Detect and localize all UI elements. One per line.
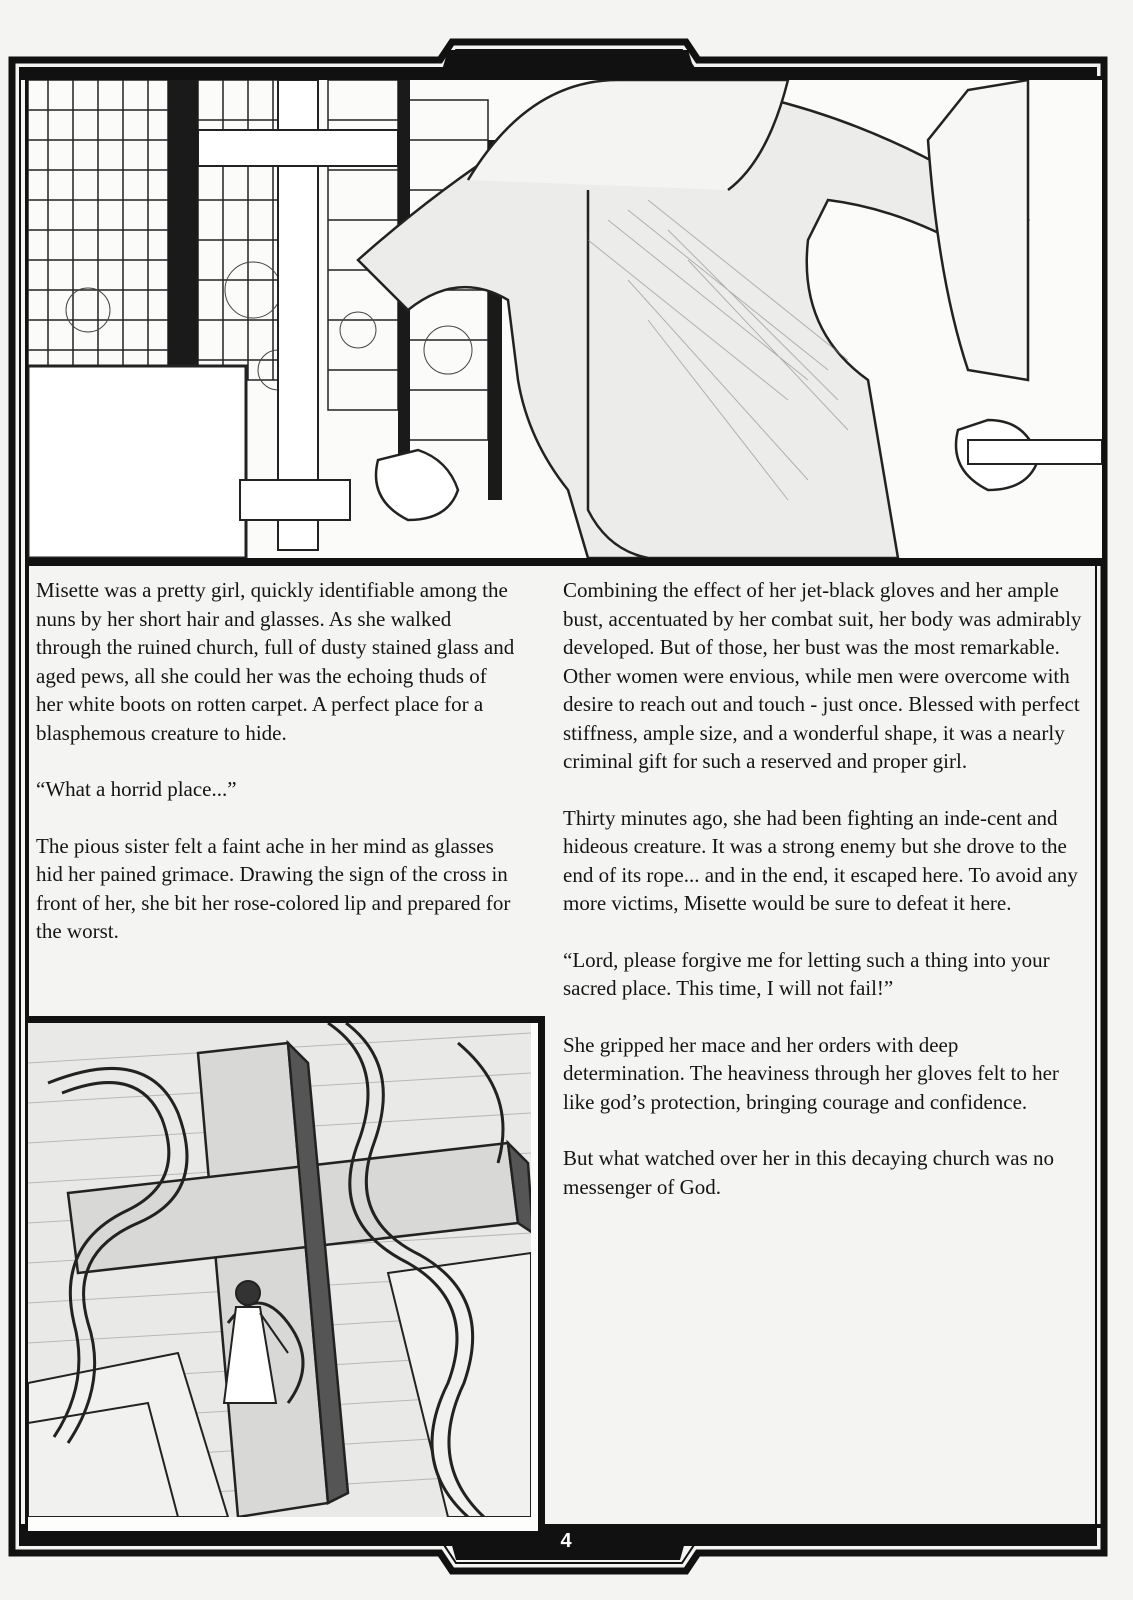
story-paragraph: Thirty minutes ago, she had been fighting an inde-cent and hideous creature. It was a strong enemy but she drove to the end of its rope... and in the end, it escaped here. To avoid any more victims, Misette would be sure to defeat it here. [563, 805, 1078, 915]
story-paragraph: Combining the effect of her jet-black gloves and her ample bust, accentuated by her combat suit, her body was admirably developed. But of those, her bust was the most remarkable. Other women were envious, while men were overcome with desire to reach out and touch - just once. Blessed with perfect stiffness, ample size, and a wonderful shape, it was a nearly criminal gift for such a reserved and proper girl. [563, 578, 1082, 773]
story-dialogue: “What a horrid place...” [36, 777, 237, 801]
tentacles-cross-illustration [28, 1023, 531, 1517]
story-paragraph: But what watched over her in this decaying church was no messenger of God. [563, 1146, 1055, 1199]
story-paragraph: She gripped her mace and her orders with deep determination. The heaviness through her gloves felt to her like god’s protection, bringing courage and confidence. [563, 1032, 1059, 1114]
story-left-column [36, 576, 516, 974]
story-paragraph: Misette was a pretty girl, quickly identifiable among the nuns by her short hair and glasses. As she walked through the ruined church, full of dusty stained glass and aged pews, all she could her was the echoing thuds of her white boots on rotten carpet. A perfect place for a blasphemous creature to hide. [36, 578, 515, 745]
mace-handle [968, 440, 1102, 464]
page-number: 4 [560, 1530, 572, 1552]
story-dialogue: “Lord, please forgive me for letting such a thing into your sacred place. This time, I will not fail!” [563, 947, 1050, 1000]
story-right-column [563, 576, 1083, 1229]
nun-in-church-illustration [28, 80, 1102, 558]
top-illustration-panel [28, 80, 1102, 566]
story-paragraph: The pious sister felt a faint ache in her mind as glasses hid her pained grimace. Drawing the sign of the cross in front of her, she bit her rose-colored lip and prepared for the worst. [36, 833, 511, 943]
bottom-illustration-panel [28, 1016, 545, 1538]
